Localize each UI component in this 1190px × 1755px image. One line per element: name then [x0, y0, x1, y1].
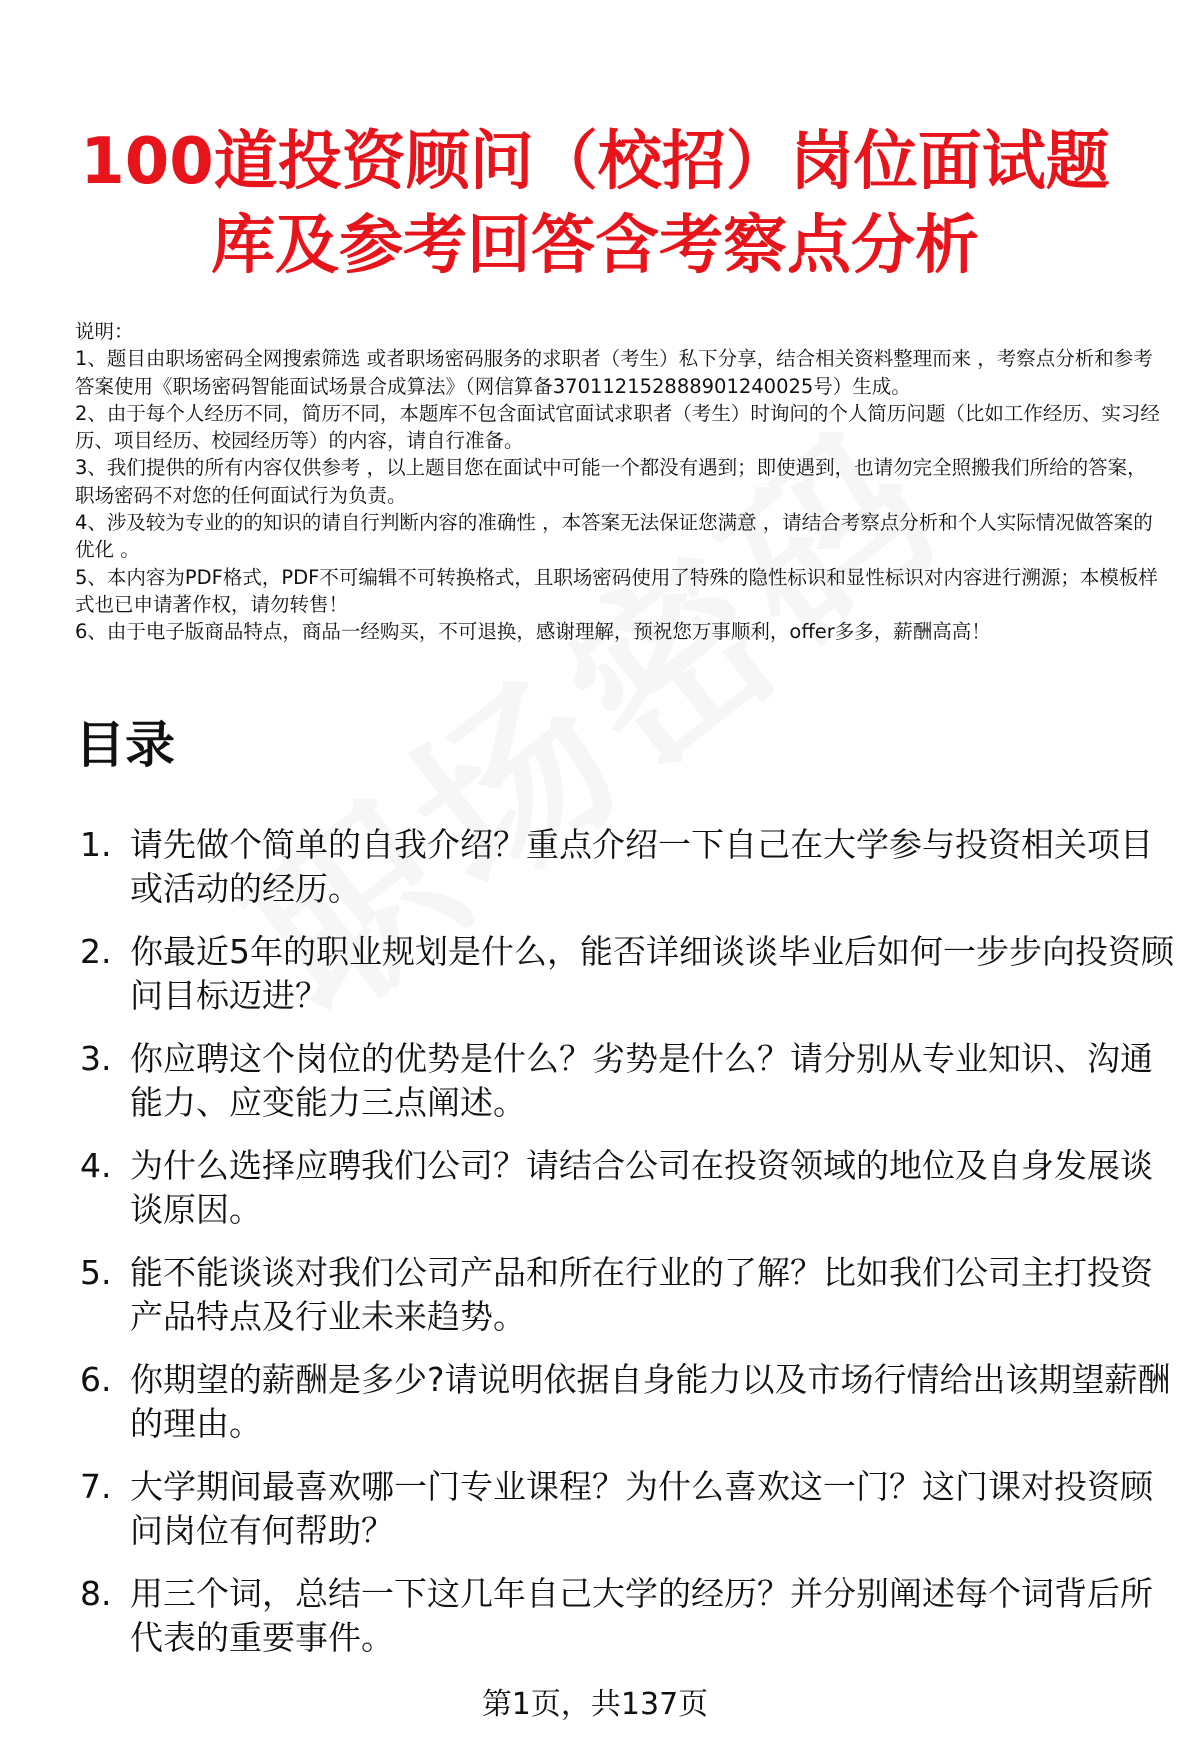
toc-item-7[interactable]: [75, 1465, 1175, 1553]
document-title: [40, 120, 1150, 288]
toc-item-number: 2.: [80, 932, 112, 971]
note-item-1: 1、题目由职场密码全网搜索筛选 或者职场密码服务的求职者（考生）私下分享，结合相关资料整理而来 ，考察点分析和参考答案使用《职场密码智能面试场景合成算法》（网信算备370112152888901240025号）生成。: [75, 347, 1153, 398]
toc-item-number: 4.: [80, 1146, 112, 1185]
toc-item-number: 6.: [80, 1360, 112, 1399]
toc-item-1[interactable]: [75, 823, 1175, 911]
note-item-3: 3、我们提供的所有内容仅供参考 ，以上题目您在面试中可能一个都没有遇到；即使遇到，也请勿完全照搬我们所给的答案，职场密码不对您的任何面试行为负责。: [75, 456, 1147, 507]
note-item-4: 4、涉及较为专业的的知识的请自行判断内容的准确性 ，本答案无法保证您满意 ，请结合考察点分析和个人实际情况做答案的优化 。: [75, 511, 1153, 562]
toc-item-text: 用三个词，总结一下这几年自己大学的经历？并分别阐述每个词背后所代表的重要事件。: [130, 1574, 1153, 1657]
toc-item-number: 7.: [80, 1467, 112, 1506]
toc-item-text: 你应聘这个岗位的优势是什么？劣势是什么？请分别从专业知识、沟通能力、应变能力三点阐述。: [130, 1039, 1153, 1122]
toc-item-text: 你最近5年的职业规划是什么，能否详细谈谈毕业后如何一步步向投资顾问目标迈进？: [130, 932, 1174, 1015]
toc-item-text: 为什么选择应聘我们公司？请结合公司在投资领域的地位及自身发展谈谈原因。: [130, 1146, 1153, 1229]
note-item-2: 2、由于每个人经历不同，简历不同，本题库不包含面试官面试求职者（考生）时询问的个人简历问题（比如工作经历、实习经历、项目经历、校园经历等）的内容，请自行准备。: [75, 401, 1160, 453]
toc-item-number: 8.: [80, 1574, 112, 1613]
toc-item-number: 1.: [80, 825, 112, 864]
title-line-1: 100道投资顾问（校招）岗位面试题: [80, 125, 1110, 199]
toc-item-3[interactable]: [75, 1037, 1175, 1125]
toc-heading: 目录: [75, 716, 175, 774]
toc-item-text: 能不能谈谈对我们公司产品和所在行业的了解？比如我们公司主打投资产品特点及行业未来趋势。: [130, 1253, 1153, 1336]
toc-item-number: 5.: [80, 1253, 112, 1292]
toc-item-8[interactable]: [75, 1572, 1175, 1660]
toc-item-2[interactable]: [75, 930, 1175, 1018]
page-number: 第1页，共137页: [481, 1687, 709, 1722]
notes-heading: 说明：: [75, 320, 134, 343]
toc-item-text: 大学期间最喜欢哪一门专业课程？为什么喜欢这一门？这门课对投资顾问岗位有何帮助？: [130, 1467, 1153, 1550]
toc-item-4[interactable]: [75, 1144, 1175, 1232]
note-item-6: 6、由于电子版商品特点，商品一经购买，不可退换，感谢理解，预祝您万事顺利，offer多多，薪酬高高！: [75, 620, 991, 644]
toc-item-text: 你期望的薪酬是多少?请说明依据自身能力以及市场行情给出该期望薪酬的理由。: [130, 1360, 1171, 1443]
toc-item-number: 3.: [80, 1039, 112, 1078]
toc-item-text: 请先做个简单的自我介绍？重点介绍一下自己在大学参与投资相关项目或活动的经历。: [130, 825, 1153, 908]
notes-section: [75, 318, 1165, 646]
note-item-5: 5、本内容为PDF格式，PDF不可编辑不可转换格式，且职场密码使用了特殊的隐性标识和显性标识对内容进行溯源；本模板样式也已申请著作权，请勿转售！: [75, 565, 1158, 616]
title-line-2: 库及参考回答含考察点分析: [211, 209, 979, 283]
toc-list: [75, 823, 1175, 1679]
toc-item-6[interactable]: [75, 1358, 1175, 1446]
toc-item-5[interactable]: [75, 1251, 1175, 1339]
